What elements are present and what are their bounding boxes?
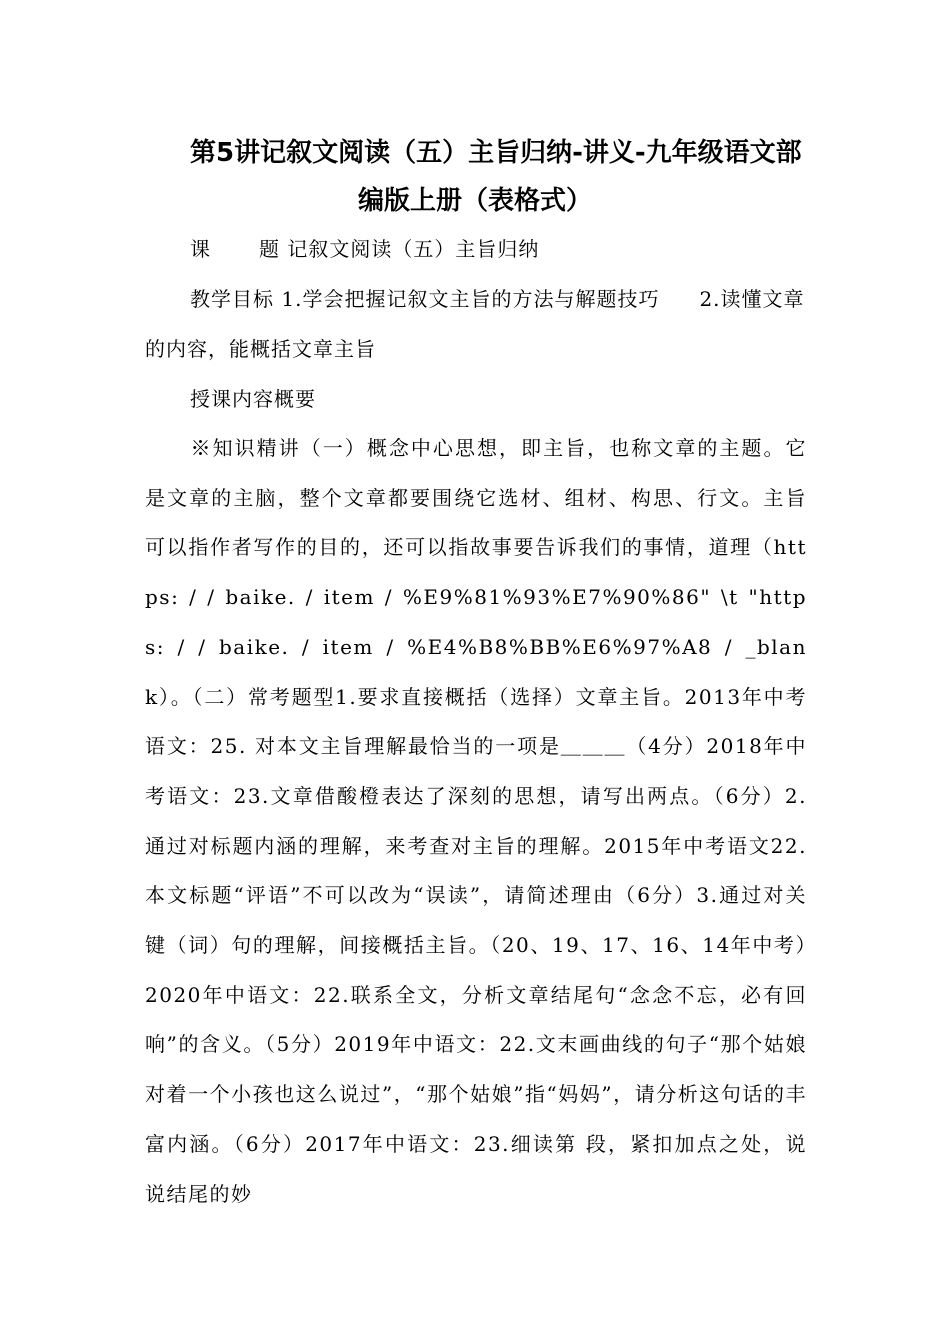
topic-value: 记叙文阅读（五）主旨归纳 [287,237,540,261]
goal-item-2: 2.读懂文章的内容，能概括文章主旨 [145,287,805,361]
topic-row [190,224,855,274]
goal-item-1: 1.学会把握记叙文主旨的方法与解题技巧 [281,287,660,311]
goals-label: 教学目标 [190,287,274,311]
document-title-line-1: 第5讲记叙文阅读（五）主旨归纳-讲义-九年级语文部 [190,138,802,168]
body-text: ※知识精讲（一）概念中心思想，即主旨，也称文章的主题。它是文章的主脑，整个文章都要围绕它选材、组材、构思、行文。主旨可以指作者写作的目的，还可以指故事要告诉我们的事情，道理（https: / / baike. / item / %E9%81%93%E7%90%86" \t "https: / / baike. / item / %E4%B8%BB%E6%97%A8 / _blank）。（二）常考题型1.要求直接概括（选择）文章主旨。2013年中考语文：25. 对本文主旨理解最恰当的一项是＿＿＿（4分）2018年中考语文：23.文章借酸橙表达了深刻的思想，请写出两点。（6分）2.通过对标题内涵的理解，来考查对主旨的理解。2015年中考语文22. 本文标题“评语”不可以改为“误读”，请简述理由（6分）3.通过对关键（词）句的理解，间接概括主旨。（20、19、17、16、14年中考）2020年中语文：22.联系全文，分析文章结尾句“念念不忘，必有回响”的含义。（5分）2019年中语文：22.文末画曲线的句子“那个姑娘对着一个小孩也这么说过”，“那个姑娘”指“妈妈”，请分析这句话的丰富内涵。（6分）2017年中语文：23.细读第 段，紧扣加点之处，说说结尾的妙 [145,436,807,1206]
document-title-line-2: 编版上册（表格式） [357,186,592,216]
topic-label: 课 [190,237,211,261]
body-paragraph [145,424,807,1219]
teaching-goals [145,274,810,374]
summary-label: 授课内容概要 [190,387,316,411]
topic-label-2: 题 [259,237,280,261]
